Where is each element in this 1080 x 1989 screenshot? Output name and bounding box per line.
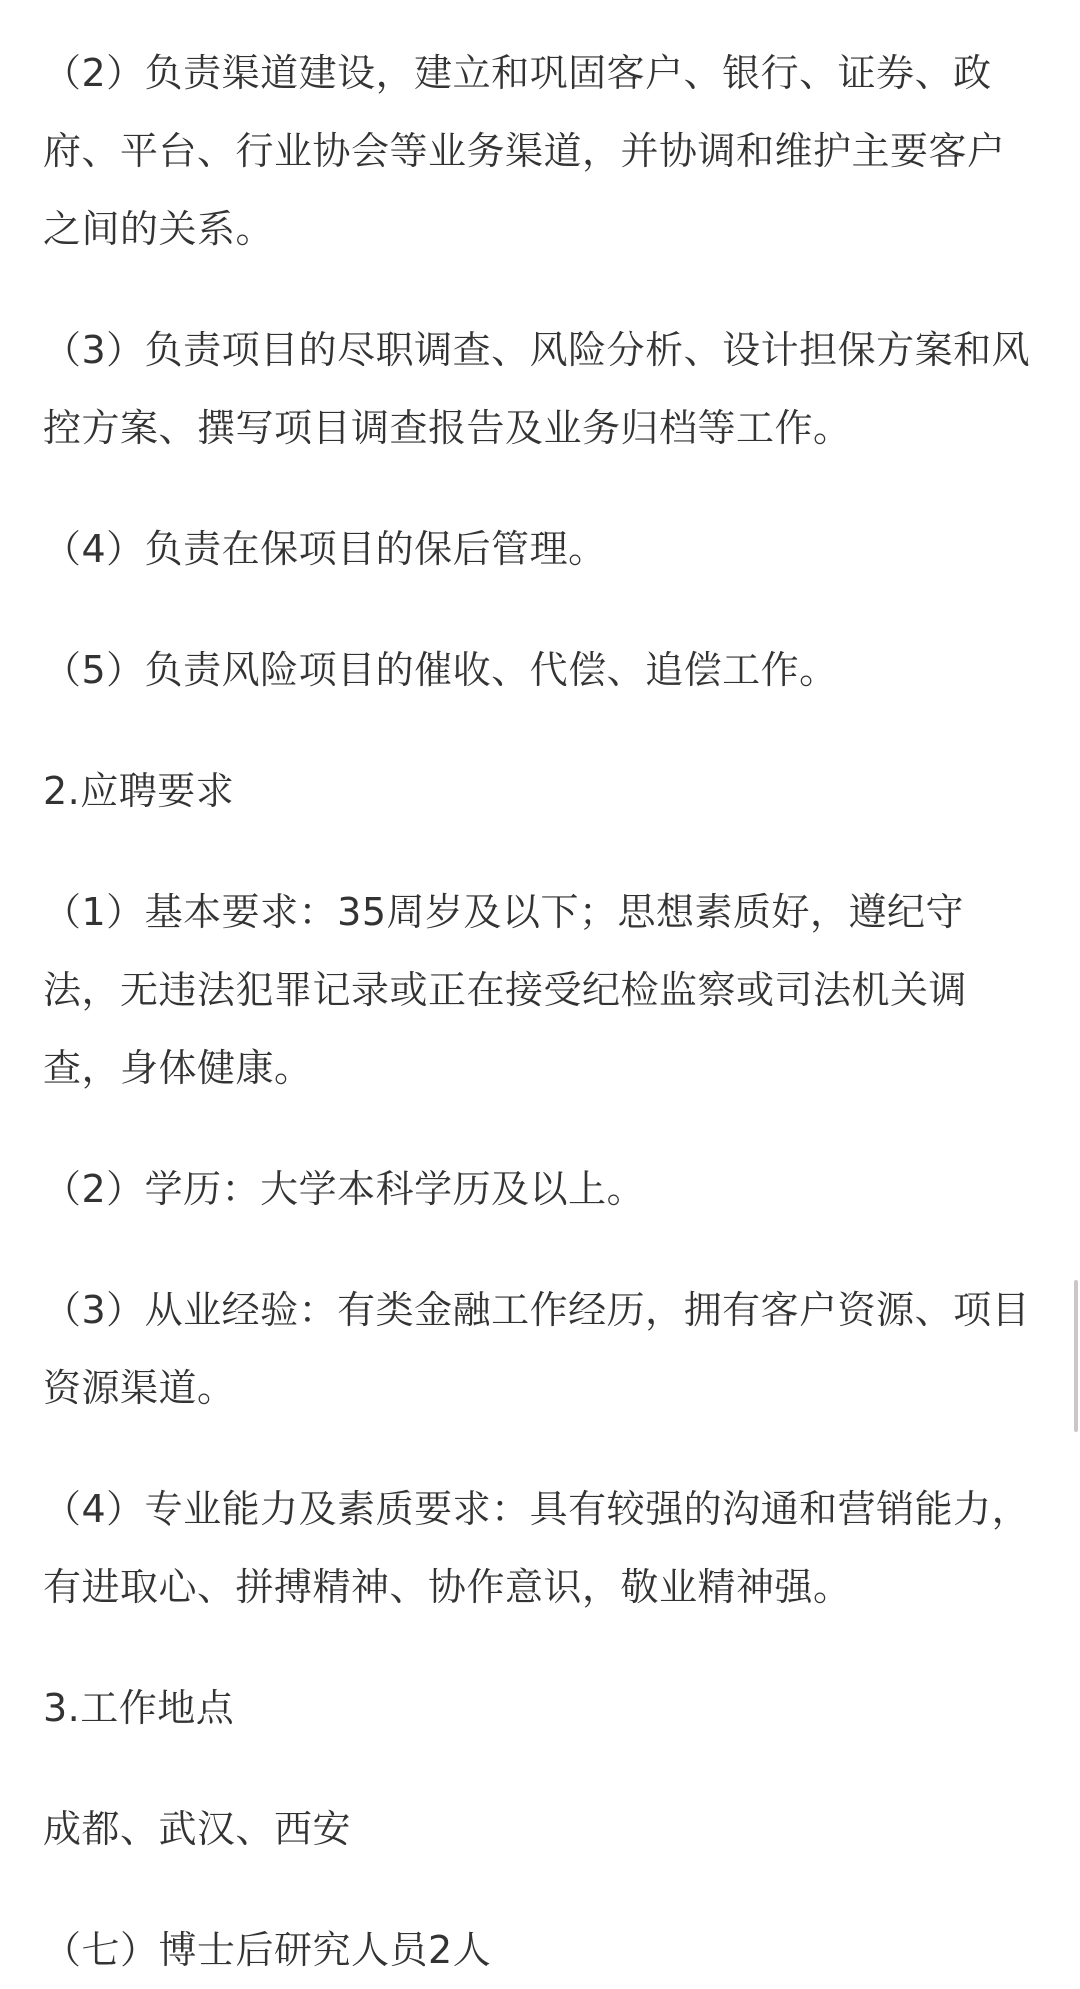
scrollbar-thumb[interactable] bbox=[1074, 1280, 1078, 1432]
duty-item-4: （4）负责在保项目的保后管理。 bbox=[43, 527, 607, 571]
location-list: 成都、武汉、西安 bbox=[43, 1807, 352, 1851]
duty-item-2: （2）负责渠道建设，建立和巩固客户、银行、证券、政府、平台、行业协会等业务渠道，并协调和维护主要客户之间的关系。 bbox=[43, 51, 1006, 251]
section-heading-location: 3.工作地点 bbox=[43, 1686, 235, 1730]
duty-item-5: （5）负责风险项目的催收、代偿、追偿工作。 bbox=[43, 648, 838, 692]
requirement-item-3: （3）从业经验：有类金融工作经历，拥有客户资源、项目资源渠道。 bbox=[43, 1288, 1031, 1410]
article-body bbox=[43, 34, 1037, 1989]
section-heading-requirements: 2.应聘要求 bbox=[43, 769, 235, 813]
requirement-item-1: （1）基本要求：35周岁及以下；思想素质好，遵纪守法，无违法犯罪记录或正在接受纪检监察或司法机关调查，身体健康。 bbox=[43, 890, 968, 1090]
duty-item-3: （3）负责项目的尽职调查、风险分析、设计担保方案和风控方案、撰写项目调查报告及业务归档等工作。 bbox=[43, 328, 1031, 450]
requirement-item-2: （2）学历：大学本科学历及以上。 bbox=[43, 1167, 646, 1211]
requirement-item-4: （4）专业能力及素质要求：具有较强的沟通和营销能力，有进取心、拼搏精神、协作意识，敬业精神强。 bbox=[43, 1487, 1031, 1609]
next-section-heading: （七）博士后研究人员2人 bbox=[43, 1928, 492, 1972]
